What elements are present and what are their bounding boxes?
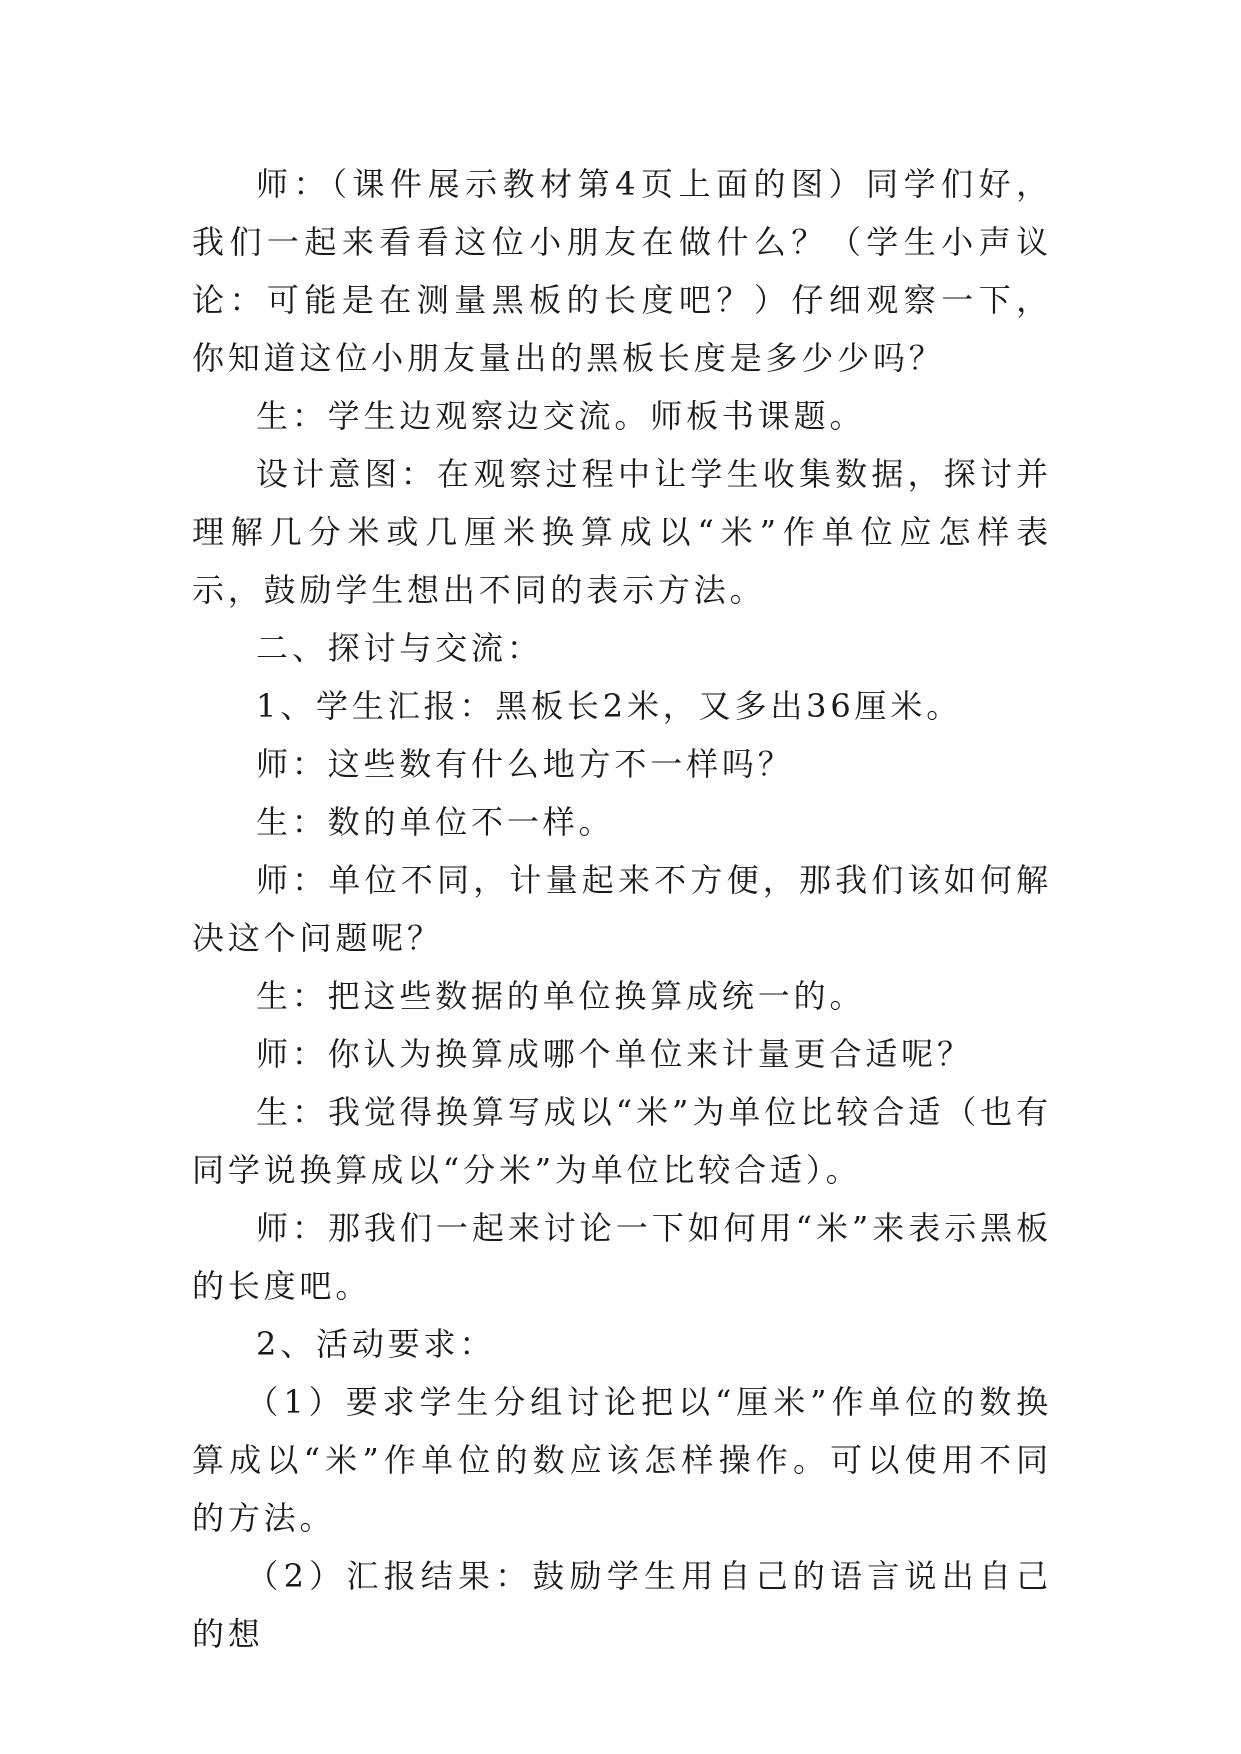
paragraph-activity-item-2: （2）汇报结果：鼓励学生用自己的语言说出自己的想: [192, 1557, 1052, 1653]
paragraph-student-report: 1、学生汇报：黑板长2米，又多出36厘米。: [256, 687, 963, 725]
document-body: [192, 155, 1052, 1663]
paragraph-teacher-question-3: 师：你认为换算成哪个单位来计量更合适呢？: [256, 1035, 973, 1073]
paragraph-student-answer-1: 生：数的单位不一样。: [256, 803, 615, 841]
paragraph-teacher-intro: 师：（课件展示教材第4页上面的图）同学们好，我们一起来看看这位小朋友在做什么？（学生小声议论：可能是在测量黑板的长度吧？）仔细观察一下，你知道这位小朋友量出的黑板长度是多少少吗？: [192, 165, 1052, 377]
paragraph-teacher-question-1: 师：这些数有什么地方不一样吗？: [256, 745, 794, 783]
paragraph-design-intent: 设计意图：在观察过程中让学生收集数据，探讨并理解几分米或几厘米换算成以“米”作单位应怎样表示，鼓励学生想出不同的表示方法。: [192, 455, 1052, 609]
paragraph-teacher-question-2: 师：单位不同，计量起来不方便，那我们该如何解决这个问题呢？: [192, 861, 1052, 957]
paragraph-student-observe: 生：学生边观察边交流。师板书课题。: [256, 397, 866, 435]
paragraph-student-answer-3: 生：我觉得换算写成以“米”为单位比较合适（也有同学说换算成以“分米”为单位比较合适）。: [192, 1093, 1052, 1189]
section-heading-activity: 2、活动要求：: [256, 1325, 496, 1363]
paragraph-activity-item-1: （1）要求学生分组讨论把以“厘米”作单位的数换算成以“米”作单位的数应该怎样操作。可以使用不同的方法。: [192, 1383, 1052, 1537]
paragraph-teacher-discussion: 师：那我们一起来讨论一下如何用“米”来表示黑板的长度吧。: [192, 1209, 1052, 1305]
section-heading-discussion: 二、探讨与交流：: [256, 629, 543, 667]
paragraph-student-answer-2: 生：把这些数据的单位换算成统一的。: [256, 977, 866, 1015]
